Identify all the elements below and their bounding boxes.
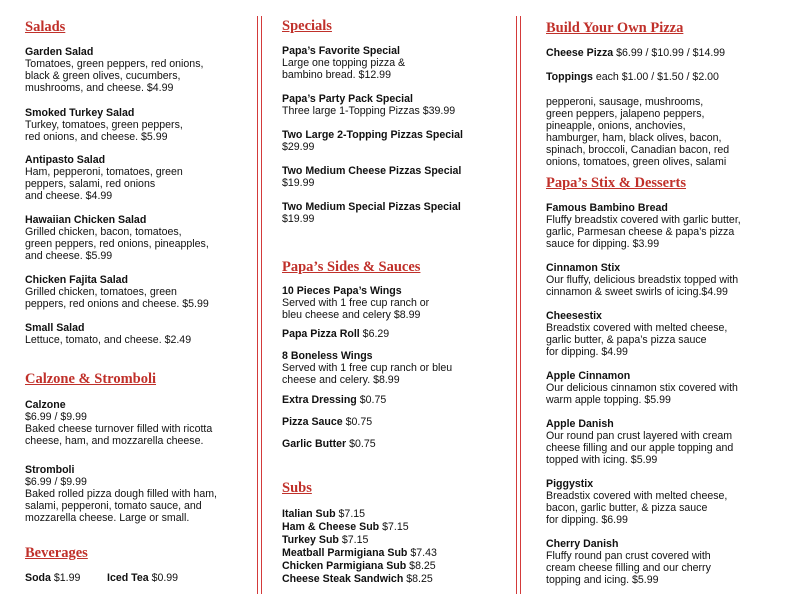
item-name: Two Medium Cheese Pizzas Special [282,165,462,177]
item-price: $8.25 [406,573,433,585]
item-name: Apple Danish [546,418,614,430]
menu-item [25,274,209,310]
menu-item [546,370,738,406]
menu-item [25,154,183,202]
item-name: Cinnamon Stix [546,262,621,274]
item-price: $6.99 / $10.99 / $14.99 [616,47,726,59]
item-name: Piggystix [546,478,594,490]
item-name: Two Medium Special Pizzas Special [282,201,461,213]
item-description: Tomatoes, green peppers, red onions, black & green olives, cucumbers, mushrooms, and cheese. $4.99 [25,58,204,94]
item-name: Cheese Pizza [546,47,614,59]
item-name: Papa’s Favorite Special [282,45,400,57]
item-price: $7.15 [382,521,409,533]
item-name: Cherry Danish [546,538,619,550]
item-name: Smoked Turkey Salad [25,107,135,119]
item-description: Breadstix covered with melted cheese, bacon, garlic butter, & pizza sauce for dipping. $6.99 [546,490,728,526]
item-name: Chicken Fajita Salad [25,274,129,286]
item-name: 10 Pieces Papa’s Wings [282,285,402,297]
item-name: Soda [25,572,51,584]
item-description: Our round pan crust layered with cream cheese filling and our apple topping and topped with icing. $5.99 [546,430,734,466]
item-description: Grilled chicken, tomatoes, green peppers, red onions and cheese. $5.99 [25,286,209,310]
menu-item [282,201,461,225]
item-description: Our fluffy, delicious breadstix topped with cinnamon & sweet swirls of icing.$4.99 [546,274,739,298]
item-description: Large one topping pizza & bambino bread. $12.99 [282,57,406,81]
menu-item [25,46,203,94]
menu-item [546,538,711,586]
section-heading-salads: Salads [25,19,66,35]
item-description: $19.99 [282,177,315,189]
menu-item-cheese-pizza [546,47,725,59]
item-name: Famous Bambino Bread [546,202,668,214]
item-price: each $1.00 / $1.50 / $2.00 [595,71,719,83]
item-description: Fluffy round pan crust covered with cream cheese filling and our cherry topping and icing. $5.99 [546,550,711,586]
item-name: Iced Tea [107,572,149,584]
item-description: Lettuce, tomato, and cheese. $2.49 [25,334,192,346]
item-description: $19.99 [282,213,315,225]
item-price: $1.99 [53,572,81,584]
section-heading-pizza: Build Your Own Pizza [546,20,684,36]
item-name: 8 Boneless Wings [282,350,373,362]
menu-item [282,560,436,572]
item-description: Served with 1 free cup ranch or bleu cheese and celery $8.99 [282,297,430,321]
column-divider-right [516,16,517,594]
item-price: $7.15 [341,534,369,546]
menu-item [546,202,741,250]
menu-item [25,572,80,584]
item-price: $0.75 [349,438,376,450]
item-name: Small Salad [25,322,85,334]
item-name: Calzone [25,399,66,411]
menu-item [282,285,429,321]
menu-item [282,521,409,533]
section-heading-sides: Papa’s Sides & Sauces [282,259,421,275]
item-description: $6.99 / $9.99 Baked rolled pizza dough filled with ham, salami, pepperoni, tomato sauce, and mozzarella cheese. Large or small. [25,476,217,524]
menu-item [25,107,183,143]
section-heading-beverages: Beverages [25,545,88,561]
menu-item [25,322,191,346]
column-divider-left-inner [261,16,262,594]
item-name: Stromboli [25,464,75,476]
item-name: Extra Dressing [282,394,357,406]
item-name: Chicken Parmigiana Sub [282,560,407,572]
menu-item [25,214,209,262]
item-description: Fluffy breadstix covered with garlic butter, garlic, Parmesan cheese & papa’s pizza sauce for dipping. $3.99 [546,214,741,250]
section-heading-specials: Specials [282,18,332,34]
item-price: $7.43 [410,547,437,559]
item-name: Hawaiian Chicken Salad [25,214,147,226]
item-description: Three large 1-Topping Pizzas $39.99 [282,105,456,117]
item-name: Ham & Cheese Sub [282,521,380,533]
menu-item [25,399,212,447]
item-name: Cheesestix [546,310,602,322]
item-name: Two Large 2-Topping Pizzas Special [282,129,463,141]
menu-item [282,508,365,520]
section-heading-stix-desserts: Papa’s Stix & Desserts [546,175,687,191]
menu-item [282,547,437,559]
menu-item [282,438,376,450]
item-description: Grilled chicken, bacon, tomatoes, green peppers, red onions, pineapples, and cheese. $5.99 [25,226,209,262]
item-price: $8.25 [409,560,436,572]
menu-item [107,572,178,584]
item-description: $29.99 [282,141,315,153]
item-description: Our delicious cinnamon stix covered with warm apple topping. $5.99 [546,382,738,406]
item-price: $0.75 [345,416,373,428]
menu-item [546,262,738,298]
item-description: Served with 1 free cup ranch or bleu cheese and celery. $8.99 [282,362,453,386]
menu-item [282,573,433,585]
menu-item [282,45,405,81]
column-divider-right-inner [520,16,521,594]
menu-item [546,478,727,526]
menu-item [546,310,727,358]
item-name: Turkey Sub [282,534,339,546]
item-name: Antipasto Salad [25,154,106,166]
menu-item [282,328,389,340]
menu-item [546,418,733,466]
menu-item [282,534,368,546]
item-price: $0.99 [151,572,179,584]
menu-item [282,165,461,189]
menu-item [282,350,452,386]
item-price: $6.29 [362,328,390,340]
menu-item [282,394,386,406]
section-heading-subs: Subs [282,480,312,496]
menu-item [25,464,217,524]
item-name: Cheese Steak Sandwich [282,573,404,585]
item-name: Garden Salad [25,46,94,58]
column-divider-left [257,16,258,594]
item-name: Italian Sub [282,508,336,520]
item-description: $6.99 / $9.99 Baked cheese turnover filled with ricotta cheese, ham, and mozzarella cheese. [25,411,213,447]
item-name: Meatball Parmigiana Sub [282,547,408,559]
item-name: Pizza Sauce [282,416,343,428]
item-name: Garlic Butter [282,438,347,450]
item-name: Apple Cinnamon [546,370,631,382]
menu-item-toppings [546,71,719,83]
item-name: Papa’s Party Pack Special [282,93,413,105]
item-description: Ham, pepperoni, tomatoes, green peppers, salami, red onions and cheese. $4.99 [25,166,183,202]
item-description: Breadstix covered with melted cheese, garlic butter, & papa’s pizza sauce for dipping. $4.99 [546,322,728,358]
item-description: Turkey, tomatoes, green peppers, red onions, and cheese. $5.99 [25,119,183,143]
item-price: $7.15 [338,508,366,520]
menu-item [282,93,455,117]
item-price: $0.75 [359,394,387,406]
toppings-list: pepperoni, sausage, mushrooms, green peppers, jalapeno peppers, pineapple, onions, anchovies, hamburger, ham, black olives, bacon, spinach, broccoli, Canadian bacon, red onions, tomatoes, green olives, salami [546,96,730,168]
menu-item [282,416,372,428]
item-name: Papa Pizza Roll [282,328,360,340]
item-name: Toppings [546,71,593,83]
section-heading-calzone: Calzone & Stromboli [25,371,157,387]
menu-item [282,129,463,153]
